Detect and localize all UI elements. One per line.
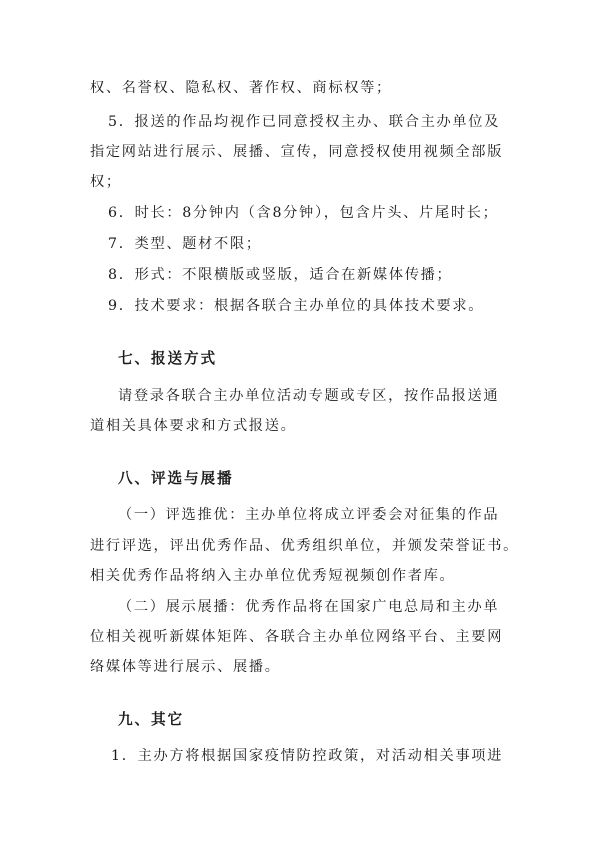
section-heading-7: 七、报送方式	[118, 350, 217, 367]
text-line-section-8-item-2-cont-2: 络媒体等进行展示、展播。	[90, 659, 281, 675]
text-line-rights-continued: 权、名誉权、隐私权、著作权、商标权等；	[90, 80, 392, 96]
text-line-section-8-item-1: （一）评选推优：主办单位将成立评委会对征集的作品	[118, 507, 500, 523]
text-line-section-7-para-cont: 道相关具体要求和方式报送。	[90, 418, 297, 434]
text-line-section-8-item-2: （二）展示展播：优秀作品将在国家广电总局和主办单	[118, 599, 500, 615]
section-heading-9: 九、其它	[118, 711, 184, 728]
text-line-section-8-item-1-cont-2: 相关优秀作品将纳入主办单位优秀短视频创作者库。	[90, 568, 456, 584]
text-line-item-6: 6．时长：8分钟内（含8分钟），包含片头、片尾时长；	[108, 205, 499, 221]
text-line-item-5-cont-2: 权；	[90, 174, 122, 190]
section-heading-8: 八、评选与展播	[118, 470, 234, 487]
text-line-section-8-item-1-cont-1: 进行评选，评出优秀作品、优秀组织单位，并颁发荣誉证书。	[90, 538, 519, 554]
text-line-section-7-para: 请登录各联合主办单位活动专题或专区，按作品报送通	[118, 388, 500, 404]
text-line-section-8-item-2-cont-1: 位相关视听新媒体矩阵、各联合主办单位网络平台、主要网	[90, 629, 504, 645]
text-line-item-9: 9．技术要求：根据各联合主办单位的具体技术要求。	[108, 298, 485, 314]
text-line-item-5: 5．报送的作品均视作已同意授权主办、联合主办单位及	[108, 114, 501, 130]
text-line-item-5-cont-1: 指定网站进行展示、展播、宣传，同意授权使用视频全部版	[90, 144, 504, 160]
text-line-item-8: 8．形式：不限横版或竖版，适合在新媒体传播；	[108, 267, 453, 283]
text-line-section-9-item-1: 1．主办方将根据国家疫情防控政策，对活动相关事项进	[111, 748, 504, 764]
text-line-item-7: 7．类型、题材不限；	[108, 236, 262, 252]
